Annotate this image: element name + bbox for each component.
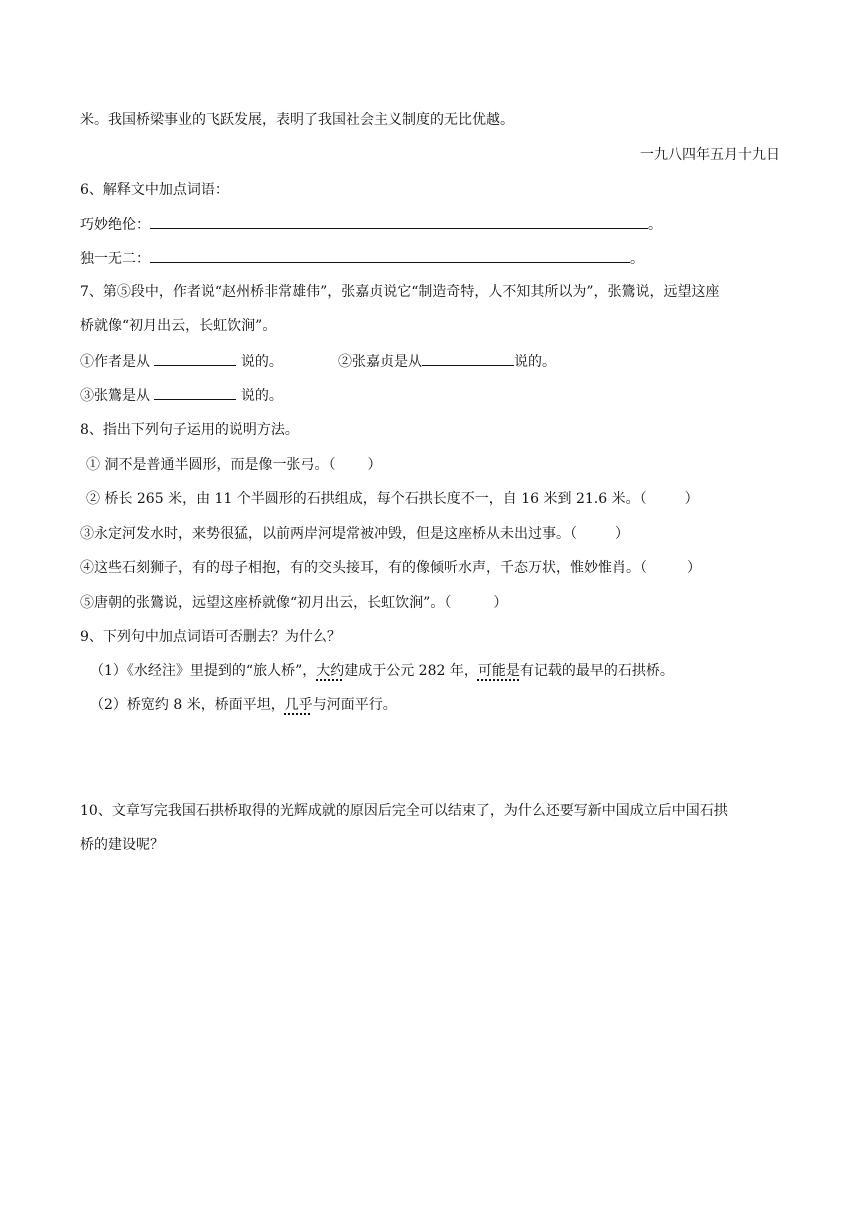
q6-blank-1[interactable] bbox=[150, 214, 648, 229]
q6-end-1: 。 bbox=[648, 217, 662, 233]
q8-sentence-5 bbox=[80, 593, 507, 613]
q9-s1-dotted-2: 可能是 bbox=[477, 663, 520, 679]
q7-b-pre: ②张嘉贞是从 bbox=[338, 354, 422, 370]
q8-sentence-5-text: ⑤唐朝的张鷟说，远望这座桥就像“初月出云，长虹饮涧”。（ bbox=[80, 595, 452, 611]
q7-blank-b[interactable] bbox=[422, 351, 514, 366]
q7-a-pre: ①作者是从 bbox=[80, 354, 150, 370]
q8-sentence-4-text: ④这些石刻狮子，有的母子相抱，有的交头接耳，有的像倾听水声，千态万状，惟妙惟肖。（ bbox=[80, 560, 647, 576]
q8-paren-close-1: ） bbox=[367, 457, 382, 473]
q9-s2-part-a: （2）桥宽约 8 米，桥面平坦， bbox=[90, 697, 285, 713]
q10-line-1: 10、文章写完我国石拱桥取得的光辉成就的原因后完全可以结束了，为什么还要写新中国成立后中国石拱 bbox=[80, 803, 728, 819]
q9-sentence-1 bbox=[90, 661, 674, 681]
q8-title: 8、指出下列句子运用的说明方法。 bbox=[80, 422, 299, 438]
q9-s1-part-c: 有记载的最早的石拱桥。 bbox=[519, 663, 674, 679]
q7-line-1: 7、第⑤段中，作者说“赵州桥非常雄伟”，张嘉贞说它“制造奇特，人不知其所以为”，张鷟说，远望这座 bbox=[80, 284, 720, 300]
q6-item-2-label: 独一无二： bbox=[80, 251, 150, 267]
q6-blank-2[interactable] bbox=[150, 248, 630, 263]
date-line: 一九八四年五月十九日 bbox=[640, 147, 780, 163]
q6-item-1 bbox=[80, 214, 662, 235]
q7-a-post: 说的。 bbox=[240, 354, 283, 370]
q9-s1-part-b: 建成于公元 282 年， bbox=[344, 663, 478, 679]
q6-item-1-label: 巧妙绝伦： bbox=[80, 217, 150, 233]
q9-s1-part-a: （1）《水经注》里提到的“旅人桥”， bbox=[90, 663, 317, 679]
q7-answer-row-1b bbox=[338, 351, 556, 372]
closing-line: 米。我国桥梁事业的飞跃发展，表明了我国社会主义制度的无比优越。 bbox=[80, 112, 514, 128]
q9-sentence-2 bbox=[90, 695, 397, 715]
q8-paren-close-2: ） bbox=[684, 491, 699, 507]
q9-s1-dotted-1: 大约 bbox=[316, 663, 345, 679]
q8-sentence-2-text: ② 桥长 265 米，由 11 个半圆形的石拱组成，每个石拱长度不一，自 16 米到 21.6 米。（ bbox=[86, 491, 647, 507]
q9-s2-dotted: 几乎 bbox=[284, 697, 313, 713]
q7-answer-row-1 bbox=[80, 351, 283, 372]
q7-blank-c[interactable] bbox=[154, 385, 236, 400]
q7-b-post: 说的。 bbox=[514, 354, 556, 370]
q9-title: 9、下列句中加点词语可否删去？为什么？ bbox=[80, 629, 341, 645]
q8-paren-close-5: ） bbox=[493, 595, 508, 611]
q8-sentence-1-text: ① 洞不是普通半圆形，而是像一张弓。（ bbox=[86, 457, 336, 473]
q8-sentence-2 bbox=[86, 489, 699, 509]
q6-title: 6、解释文中加点词语： bbox=[80, 182, 229, 198]
q7-line-2: 桥就像“初月出云，长虹饮涧”。 bbox=[80, 318, 277, 334]
q7-blank-a[interactable] bbox=[154, 351, 236, 366]
q8-sentence-4 bbox=[80, 558, 701, 578]
q8-sentence-3 bbox=[80, 524, 629, 544]
q8-paren-close-3: ） bbox=[615, 526, 629, 542]
q8-sentence-3-text: ③永定河发水时，来势很猛，以前两岸河堤常被冲毁，但是这座桥从未出过事。（ bbox=[80, 526, 577, 542]
q7-c-post: 说的。 bbox=[240, 388, 283, 404]
q10-line-2: 桥的建设呢？ bbox=[80, 837, 164, 853]
q7-answer-row-2 bbox=[80, 385, 283, 406]
q8-paren-close-4: ） bbox=[687, 560, 701, 576]
q9-s2-part-b: 与河面平行。 bbox=[312, 697, 397, 713]
q7-c-pre: ③张鷟是从 bbox=[80, 388, 150, 404]
q8-sentence-1 bbox=[86, 455, 381, 475]
q6-end-2: 。 bbox=[630, 251, 644, 267]
q6-item-2 bbox=[80, 248, 644, 269]
